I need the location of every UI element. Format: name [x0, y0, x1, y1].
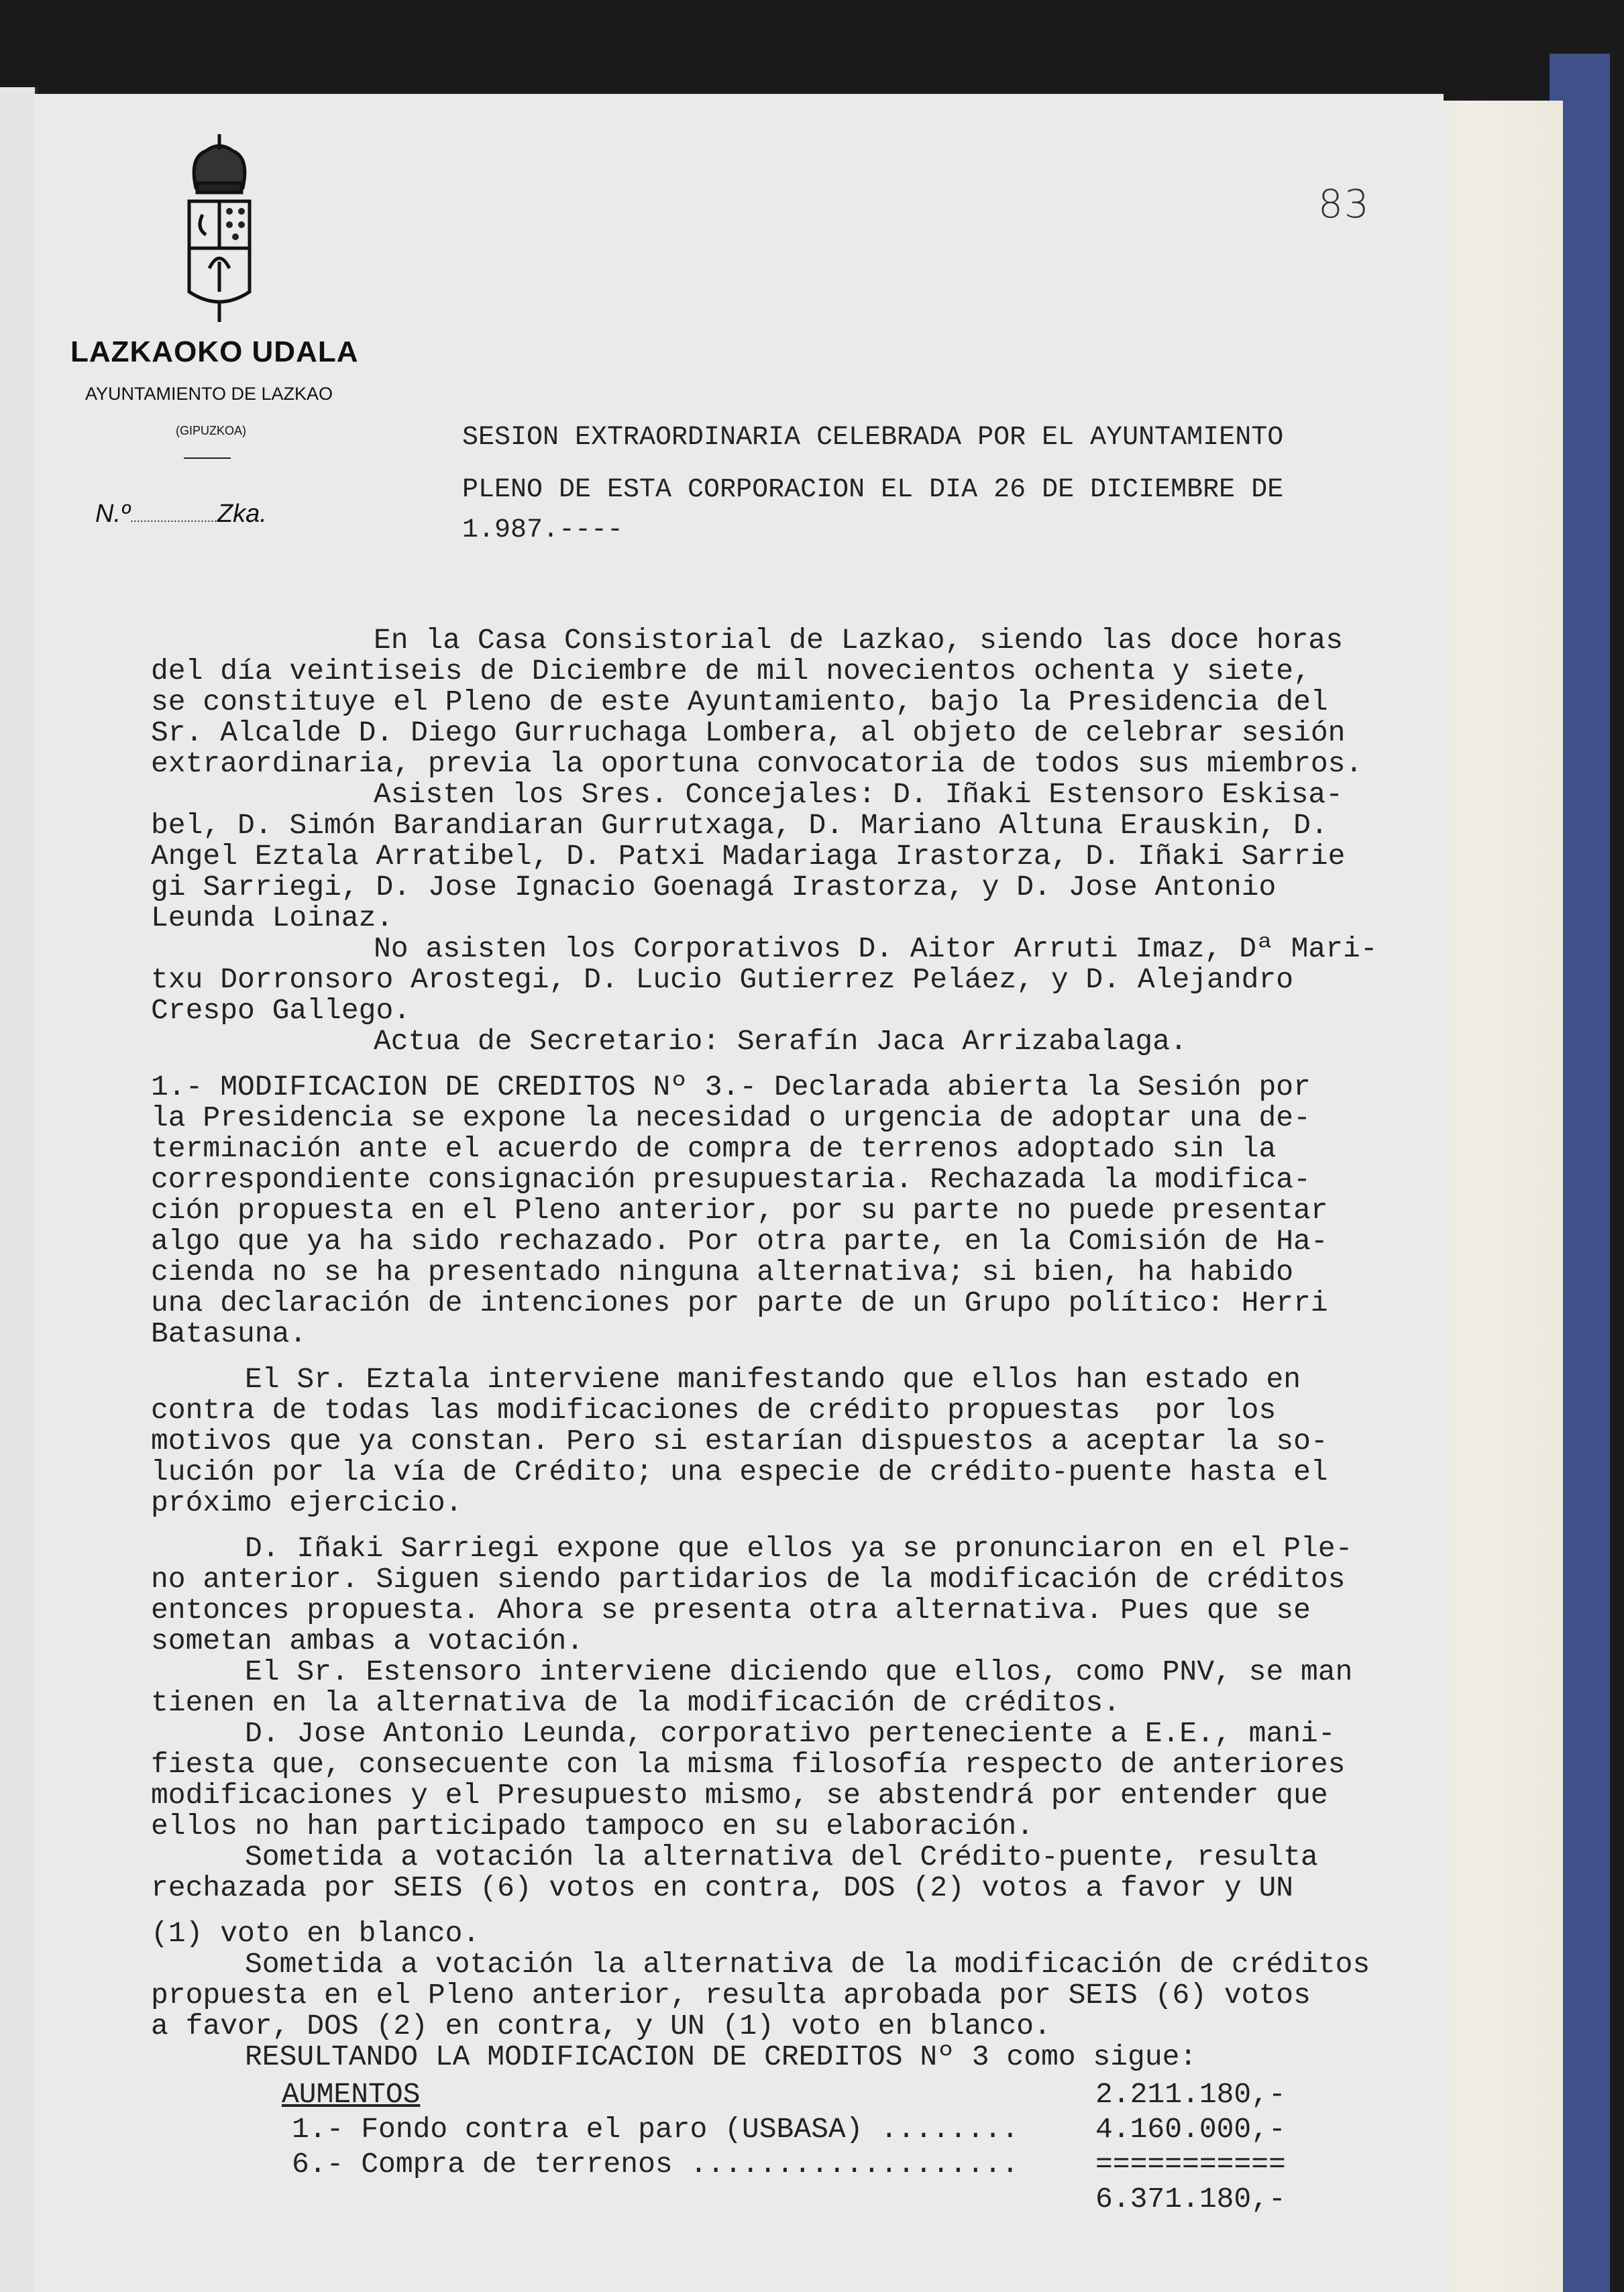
body-line: Sometida a votación la alternativa de la modificación de créditos — [245, 1948, 1370, 1981]
number-dots: .......................... — [129, 511, 217, 525]
body-line: a favor, DOS (2) en contra, y UN (1) voto en blanco. — [151, 2010, 1051, 2042]
aumentos-item-amount: 4.160.000,- — [1095, 2113, 1286, 2146]
body-line: contra de todas las modificaciones de crédito propuestas por los — [151, 1394, 1277, 1427]
body-line: Angel Eztala Arratibel, D. Patxi Madariaga Irastorza, D. Iñaki Sarrie — [151, 840, 1346, 873]
body-line: correspondiente consignación presupuestaria. Rechazada la modifica- — [151, 1163, 1311, 1196]
aumentos-heading: AUMENTOS — [282, 2078, 421, 2111]
body-line: terminación ante el acuerdo de compra de terrenos adoptado sin la — [151, 1132, 1277, 1165]
number-suffix: Zka. — [217, 500, 267, 528]
body-line: En la Casa Consistorial de Lazkao, siendo las doce horas — [374, 624, 1344, 657]
body-line: Crespo Gallego. — [151, 994, 411, 1027]
body-line: Batasuna. — [151, 1317, 307, 1350]
body-line: Sr. Alcalde D. Diego Gurruchaga Lombera, al objeto de celebrar sesión — [151, 716, 1346, 749]
minutes-body — [151, 625, 1425, 2073]
body-line: 1.- MODIFICACION DE CREDITOS Nº 3.- Declarada abierta la Sesión por — [151, 1071, 1311, 1103]
heading-line-3: 1.987.---- — [462, 515, 624, 545]
body-line: una declaración de intenciones por parte de un Grupo político: Herri — [151, 1287, 1328, 1319]
body-line: no anterior. Siguen siendo partidarios de la modificación de créditos — [151, 1563, 1346, 1596]
heading-line-1: SESION EXTRAORDINARIA CELEBRADA POR EL AYUNTAMIENTO — [462, 423, 1284, 453]
heading-line-2: PLENO DE ESTA CORPORACION EL DIA 26 DE DICIEMBRE DE — [462, 475, 1284, 505]
body-line: la Presidencia se expone la necesidad o urgencia de adoptar una de- — [151, 1101, 1311, 1134]
body-line: (1) voto en blanco. — [151, 1917, 480, 1950]
body-line: próximo ejercicio. — [151, 1486, 463, 1519]
municipality-subtitle: AYUNTAMIENTO DE LAZKAO — [85, 384, 333, 404]
page-number: 83 — [1318, 181, 1370, 227]
body-line: lución por la vía de Crédito; una especie de crédito-puente hasta el — [151, 1456, 1328, 1488]
body-line: El Sr. Estensoro interviene diciendo que ellos, como PNV, se man — [245, 1655, 1353, 1688]
body-line: D. Jose Antonio Leunda, corporativo perteneciente a E.E., mani- — [245, 1717, 1336, 1750]
body-line: Actua de Secretario: Serafín Jaca Arrizabalaga. — [374, 1025, 1187, 1058]
body-line: propuesta en el Pleno anterior, resulta aprobada por SEIS (6) votos — [151, 1979, 1311, 2012]
body-line: Leunda Loinaz. — [151, 902, 394, 934]
body-line: gi Sarriegi, D. Jose Ignacio Goenagá Irastorza, y D. Jose Antonio — [151, 871, 1277, 904]
body-line: algo que ya ha sido rechazado. Por otra parte, en la Comisión de Ha- — [151, 1225, 1328, 1258]
aumentos-item-label: 6.- Compra de terrenos ................... — [292, 2148, 1019, 2181]
body-line: No asisten los Corporativos D. Aitor Arruti Imaz, Dª Mari- — [374, 932, 1378, 965]
body-line: cienda no se ha presentado ninguna alternativa; si bien, ha habido — [151, 1256, 1294, 1289]
reference-number — [95, 500, 267, 529]
body-line: ellos no han participado tampoco en su elaboración. — [151, 1810, 1034, 1843]
body-line: extraordinaria, previa la oportuna convocatoria de todos sus miembros. — [151, 747, 1363, 780]
aumentos-item-label: 1.- Fondo contra el paro (USBASA) ........ — [292, 2113, 1019, 2146]
coat-of-arms-logo — [169, 131, 270, 325]
body-line: sometan ambas a votación. — [151, 1625, 584, 1657]
body-line: RESULTANDO LA MODIFICACION DE CREDITOS Nº 3 como sigue: — [245, 2040, 1197, 2073]
body-line: bel, D. Simón Barandiaran Gurrutxaga, D. Mariano Altuna Erauskin, D. — [151, 809, 1328, 842]
body-line: El Sr. Eztala interviene manifestando que ellos han estado en — [245, 1363, 1301, 1396]
facing-page-edge — [0, 87, 38, 2292]
body-line: txu Dorronsoro Arostegi, D. Lucio Gutierrez Peláez, y D. Alejandro — [151, 963, 1294, 996]
body-line: tienen en la alternativa de la modificación de créditos. — [151, 1686, 1121, 1719]
number-label: N.º — [95, 500, 130, 528]
body-line: Asisten los Sres. Concejales: D. Iñaki Estensoro Eskisa- — [374, 778, 1344, 811]
total-separator: =========== — [1095, 2148, 1286, 2181]
body-line: D. Iñaki Sarriegi expone que ellos ya se pronunciaron en el Ple- — [245, 1532, 1353, 1565]
body-line: fiesta que, consecuente con la misma filosofía respecto de anteriores — [151, 1748, 1346, 1781]
aumentos-total: 6.371.180,- — [1095, 2183, 1286, 2216]
body-line: Sometida a votación la alternativa del Crédito-puente, resulta — [245, 1841, 1318, 1873]
body-line: motivos que ya constan. Pero si estarían dispuestos a aceptar la so- — [151, 1425, 1328, 1458]
province: (GIPUZKOA) — [176, 424, 247, 437]
aumentos-item-amount: 2.211.180,- — [1095, 2078, 1286, 2111]
body-line: entonces propuesta. Ahora se presenta otra alternativa. Pues que se — [151, 1594, 1311, 1627]
body-line: se constituye el Pleno de este Ayuntamiento, bajo la Presidencia del — [151, 686, 1328, 718]
body-line: rechazada por SEIS (6) votos en contra, DOS (2) votos a favor y UN — [151, 1871, 1294, 1904]
divider — [184, 457, 231, 459]
body-line: del día veintiseis de Diciembre de mil novecientos ochenta y siete, — [151, 655, 1311, 688]
body-line: modificaciones y el Presupuesto mismo, se abstendrá por entender que — [151, 1779, 1328, 1812]
body-line: ción propuesta en el Pleno anterior, por su parte no puede presentar — [151, 1194, 1328, 1227]
municipality-name: LAZKAOKO UDALA — [70, 335, 359, 368]
